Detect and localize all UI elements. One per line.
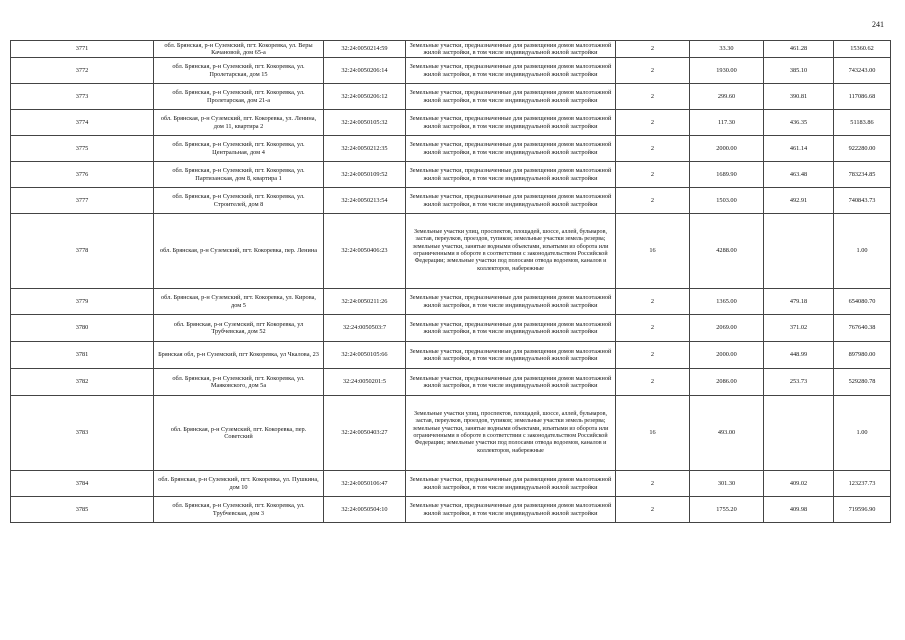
cadastral-value-cell: 740843.73 xyxy=(834,188,891,214)
area-cell: 4288.00 xyxy=(690,214,764,289)
area-cell: 117.30 xyxy=(690,110,764,136)
row-number: 3782 xyxy=(11,369,154,396)
cadastral-number-cell: 32:24:0050503:7 xyxy=(324,315,406,342)
land-use-cell: Земельные участки, предназначенные для размещения домов малоэтажной жилой застройки, в том числе индивидуальной жилой застройки xyxy=(406,136,616,162)
cadastral-number-cell: 32:24:0050206:12 xyxy=(324,84,406,110)
land-use-cell: Земельные участки, предназначенные для размещения домов малоэтажной жилой застройки, в том числе индивидуальной жилой застройки xyxy=(406,315,616,342)
address-cell: обл. Брянская, р-н Суземский, пгт. Кокоревка, ул. Ленина, дом 11, квартира 2 xyxy=(154,110,324,136)
cadastral-number-cell: 32:24:0050212:35 xyxy=(324,136,406,162)
cadastral-number-cell: 32:24:0050213:54 xyxy=(324,188,406,214)
land-use-cell: Земельные участки, предназначенные для размещения домов малоэтажной жилой застройки, в том числе индивидуальной жилой застройки xyxy=(406,110,616,136)
row-number: 3776 xyxy=(11,162,154,188)
row-number: 3774 xyxy=(11,110,154,136)
rate-cell: 461.28 xyxy=(764,41,834,58)
table-row xyxy=(11,369,891,396)
row-number: 3784 xyxy=(11,471,154,497)
address-cell: обл. Брянская, р-н Суземский, пгт. Кокоревка, пер. Советский xyxy=(154,396,324,471)
row-number: 3777 xyxy=(11,188,154,214)
cadastral-number-cell: 32:24:0050201:5 xyxy=(324,369,406,396)
cadastral-value-cell: 767640.38 xyxy=(834,315,891,342)
cadastral-value-cell: 719596.90 xyxy=(834,497,891,523)
address-cell: обл. Брянская, р-н Суземский, пгт. Кокоревка, пер. Ленина xyxy=(154,214,324,289)
use-code-cell: 2 xyxy=(616,162,690,188)
table-row xyxy=(11,110,891,136)
address-cell: обл. Брянская, р-н Суземский, пгт. Кокоревка, ул. Маяковского, дом 5а xyxy=(154,369,324,396)
rate-cell: 436.35 xyxy=(764,110,834,136)
cadastral-value-cell: 51183.86 xyxy=(834,110,891,136)
cadastral-value-cell: 1.00 xyxy=(834,214,891,289)
land-use-cell: Земельные участки, предназначенные для размещения домов малоэтажной жилой застройки, в том числе индивидуальной жилой застройки xyxy=(406,58,616,84)
table-row xyxy=(11,84,891,110)
address-cell: обл. Брянская, р-н Суземский, пгт. Кокоревка, ул. Трубчевская, дом 3 xyxy=(154,497,324,523)
rate-cell: 409.02 xyxy=(764,471,834,497)
table-row xyxy=(11,289,891,315)
area-cell: 2000.00 xyxy=(690,136,764,162)
land-use-cell: Земельные участки, предназначенные для размещения домов малоэтажной жилой застройки, в том числе индивидуальной жилой застройки xyxy=(406,289,616,315)
table-row xyxy=(11,214,891,289)
address-cell: обл. Брянская, р-н Суземский, пгт. Кокоревка, ул. Пролетарская, дом 15 xyxy=(154,58,324,84)
table-row xyxy=(11,497,891,523)
row-number: 3783 xyxy=(11,396,154,471)
table-row xyxy=(11,41,891,58)
use-code-cell: 16 xyxy=(616,396,690,471)
address-cell: обл. Брянская, р-н Суземский, пгт. Кокоревка, ул. Строителей, дом 8 xyxy=(154,188,324,214)
land-use-cell: Земельные участки, предназначенные для размещения домов малоэтажной жилой застройки, в том числе индивидуальной жилой застройки xyxy=(406,162,616,188)
table-row xyxy=(11,396,891,471)
row-number: 3779 xyxy=(11,289,154,315)
row-number: 3785 xyxy=(11,497,154,523)
use-code-cell: 2 xyxy=(616,110,690,136)
use-code-cell: 2 xyxy=(616,188,690,214)
cadastral-number-cell: 32:24:0050406:23 xyxy=(324,214,406,289)
table-row xyxy=(11,162,891,188)
row-number: 3773 xyxy=(11,84,154,110)
address-cell: обл. Брянская, р-н Суземский, пгт. Кокоревка, ул. Кирова, дом 5 xyxy=(154,289,324,315)
cadastral-number-cell: 32:24:0050105:66 xyxy=(324,342,406,369)
area-cell: 2000.00 xyxy=(690,342,764,369)
area-cell: 493.00 xyxy=(690,396,764,471)
cadastral-value-cell: 897980.00 xyxy=(834,342,891,369)
table-row xyxy=(11,58,891,84)
use-code-cell: 2 xyxy=(616,84,690,110)
cadastral-value-cell: 922280.00 xyxy=(834,136,891,162)
table-row xyxy=(11,188,891,214)
cadastral-value-cell: 123237.73 xyxy=(834,471,891,497)
address-cell: обл. Брянская, р-н Суземский, пгт Кокоревка, ул Трубчевская, дом 52 xyxy=(154,315,324,342)
cadastral-value-cell: 783234.85 xyxy=(834,162,891,188)
area-cell: 2069.00 xyxy=(690,315,764,342)
cadastral-value-cell: 117086.68 xyxy=(834,84,891,110)
area-cell: 1755.20 xyxy=(690,497,764,523)
rate-cell: 371.02 xyxy=(764,315,834,342)
address-cell: обл. Брянская, р-н Суземский, пгт. Кокоревка, ул. Веры Качановой, дом 65-а xyxy=(154,41,324,58)
address-cell: обл. Брянская, р-н Суземский, пгт. Кокоревка, ул. Центральная, дом 4 xyxy=(154,136,324,162)
use-code-cell: 2 xyxy=(616,369,690,396)
use-code-cell: 2 xyxy=(616,58,690,84)
area-cell: 1503.00 xyxy=(690,188,764,214)
table-row xyxy=(11,342,891,369)
table-row xyxy=(11,471,891,497)
row-number: 3772 xyxy=(11,58,154,84)
rate-cell: 479.18 xyxy=(764,289,834,315)
use-code-cell: 2 xyxy=(616,136,690,162)
area-cell: 2086.00 xyxy=(690,369,764,396)
area-cell: 1365.00 xyxy=(690,289,764,315)
cadastral-number-cell: 32:24:0050504:10 xyxy=(324,497,406,523)
area-cell: 1689.90 xyxy=(690,162,764,188)
land-use-cell: Земельные участки, предназначенные для размещения домов малоэтажной жилой застройки, в том числе индивидуальной жилой застройки xyxy=(406,369,616,396)
land-use-cell: Земельные участки улиц, проспектов, площадей, шоссе, аллей, бульваров, застав, переулков, проездов, тупиков; земельные участки земель резерва; земельные участки, занятые водными объектами, изъятыми из оборота или ограниченными в обороте в соответствии с законодательством Российской Федерации; земельные участки под полосами отвода водоемов, каналов и коллекторов, набережные xyxy=(406,396,616,471)
rate-cell: 409.98 xyxy=(764,497,834,523)
address-cell: обл. Брянская, р-н Суземский, пгт. Кокоревка, ул. Пушкина, дом 10 xyxy=(154,471,324,497)
land-use-cell: Земельные участки улиц, проспектов, площадей, шоссе, аллей, бульваров, застав, переулков, проездов, тупиков; земельные участки земель резерва; земельные участки, занятые водными объектами, изъятыми из оборота или ограниченными в обороте в соответствии с законодательством Российской Федерации; земельные участки под полосами отвода водоемов, каналов и коллекторов, набережные xyxy=(406,214,616,289)
cadastral-number-cell: 32:24:0050214:59 xyxy=(324,41,406,58)
use-code-cell: 16 xyxy=(616,214,690,289)
rate-cell: 461.14 xyxy=(764,136,834,162)
row-number: 3778 xyxy=(11,214,154,289)
rate-cell xyxy=(764,214,834,289)
area-cell: 1930.00 xyxy=(690,58,764,84)
land-use-cell: Земельные участки, предназначенные для размещения домов малоэтажной жилой застройки, в том числе индивидуальной жилой застройки xyxy=(406,41,616,58)
land-use-cell: Земельные участки, предназначенные для размещения домов малоэтажной жилой застройки, в том числе индивидуальной жилой застройки xyxy=(406,84,616,110)
cadastral-value-cell: 654080.70 xyxy=(834,289,891,315)
use-code-cell: 2 xyxy=(616,497,690,523)
use-code-cell: 2 xyxy=(616,41,690,58)
land-use-cell: Земельные участки, предназначенные для размещения домов малоэтажной жилой застройки, в том числе индивидуальной жилой застройки xyxy=(406,342,616,369)
rate-cell: 448.99 xyxy=(764,342,834,369)
address-cell: Брянская обл, р-н Суземский, пгт Кокоревка, ул Чкалова, 23 xyxy=(154,342,324,369)
page-number: 241 xyxy=(872,20,884,29)
address-cell: обл. Брянская, р-н Суземский, пгт. Кокоревка, ул. Партизанская, дом 8, квартира 1 xyxy=(154,162,324,188)
use-code-cell: 2 xyxy=(616,471,690,497)
cadastral-number-cell: 32:24:0050211:26 xyxy=(324,289,406,315)
cadastral-value-cell: 743243.00 xyxy=(834,58,891,84)
land-registry-table xyxy=(10,40,891,523)
area-cell: 299.60 xyxy=(690,84,764,110)
rate-cell xyxy=(764,396,834,471)
land-use-cell: Земельные участки, предназначенные для размещения домов малоэтажной жилой застройки, в том числе индивидуальной жилой застройки xyxy=(406,497,616,523)
row-number: 3775 xyxy=(11,136,154,162)
area-cell: 33.30 xyxy=(690,41,764,58)
rate-cell: 463.48 xyxy=(764,162,834,188)
use-code-cell: 2 xyxy=(616,342,690,369)
cadastral-value-cell: 529280.78 xyxy=(834,369,891,396)
rate-cell: 390.81 xyxy=(764,84,834,110)
land-use-cell: Земельные участки, предназначенные для размещения домов малоэтажной жилой застройки, в том числе индивидуальной жилой застройки xyxy=(406,188,616,214)
use-code-cell: 2 xyxy=(616,315,690,342)
area-cell: 301.30 xyxy=(690,471,764,497)
table-row xyxy=(11,315,891,342)
cadastral-value-cell: 1.00 xyxy=(834,396,891,471)
row-number: 3771 xyxy=(11,41,154,58)
cadastral-number-cell: 32:24:0050403:27 xyxy=(324,396,406,471)
address-cell: обл. Брянская, р-н Суземский, пгт. Кокоревка, ул. Пролетарская, дом 21-а xyxy=(154,84,324,110)
rate-cell: 492.91 xyxy=(764,188,834,214)
table-row xyxy=(11,136,891,162)
cadastral-number-cell: 32:24:0050206:14 xyxy=(324,58,406,84)
cadastral-number-cell: 32:24:0050105:32 xyxy=(324,110,406,136)
land-use-cell: Земельные участки, предназначенные для размещения домов малоэтажной жилой застройки, в том числе индивидуальной жилой застройки xyxy=(406,471,616,497)
rate-cell: 385.10 xyxy=(764,58,834,84)
row-number: 3780 xyxy=(11,315,154,342)
use-code-cell: 2 xyxy=(616,289,690,315)
cadastral-value-cell: 15360.62 xyxy=(834,41,891,58)
row-number: 3781 xyxy=(11,342,154,369)
cadastral-number-cell: 32:24:0050109:52 xyxy=(324,162,406,188)
rate-cell: 253.73 xyxy=(764,369,834,396)
cadastral-number-cell: 32:24:0050106:47 xyxy=(324,471,406,497)
